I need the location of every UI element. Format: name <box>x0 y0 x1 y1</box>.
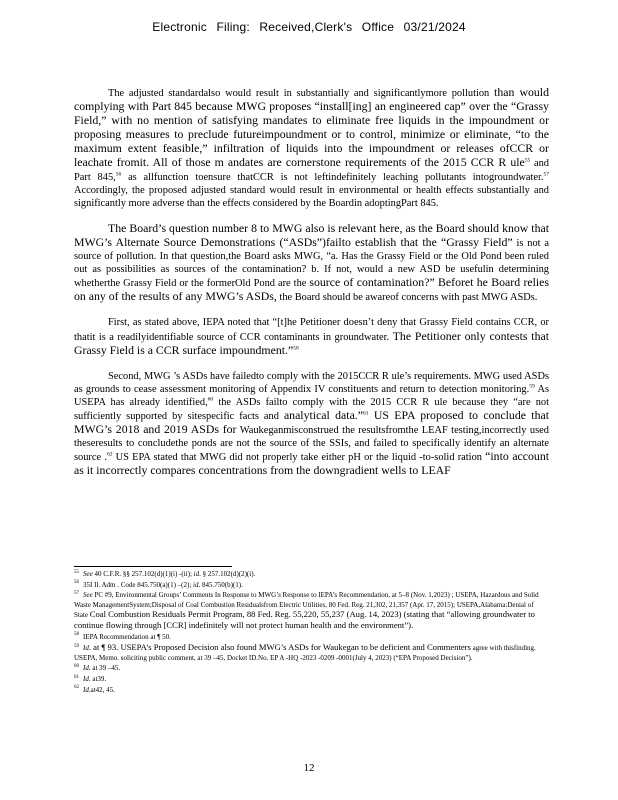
text-run: is not a source of pollution. In that question,the Board asks MWG, “a. Has the Grassy Field or the Old Pond been ruled out as possibilities as sources of the contamination? b. If not, would a new ASD be usefulin determining whetherthe Grassy Field or the formerOld Pond are the <box>74 237 549 290</box>
footnote-ref[interactable]: 58 <box>293 345 299 352</box>
text-run: Second, MWG ’s ASDs have failedto comply with the 2015CCR R ule’s requirements. MWG used ASDs as grounds to cease assessment monitoring of Appendix IV constituents and return to detection monitoring. <box>74 370 549 395</box>
paragraph-board-question <box>74 222 549 305</box>
text-run: Waukeganmisconstrued the resultsfromthe LEAF testing,incorrectly used theseresults to concludethe ponds are not the source of the SSIs, and failed to specifically identify an alternate source . <box>74 425 549 464</box>
footnote-text: PC #9, Environmental Groups’ Comments In Response to MWG’s Response to IEPA’s Recommendation, at 5–8 (Nov. 1,2023) ; USEPA, Hazardous and Solid Waste ManagementSystem;Disposal of Coal Combustion Residualsfrom Electric Utilities, 80 Fed. Reg. 21,302, 21,357 (Apr. 17, 2015); USEPA,Alabama:Denial of State <box>74 591 539 620</box>
footnote-text: USEPA’s Proposed Decision also found MWG’s ASDs for Waukegan to be deficient and Commenters <box>120 642 471 653</box>
text-run: The Board’s question number 8 to MWG also is relevant here, as the Board should know that MWG’s Alternate Source Demonstrations (“ASDs”)failto establish that the “Grassy Field” <box>74 220 549 249</box>
text-run: The adjusted standardalso would result in substantially and significantlymore pollution <box>108 88 490 99</box>
footnote-text: 40 C.F.R. §§ 257.102(d)(1)(i) -(ii); <box>92 570 194 578</box>
text-run: The Petitioner only contests that Grassy Field is a CCR surface impoundment.” <box>74 328 549 357</box>
signal-id: Id <box>83 685 89 694</box>
text-run: the ASDs failto comply with the 2015 CCR R ule because they “are not sufficiently supported by sitespecific facts and <box>74 396 549 422</box>
footnote-number: 61 <box>74 674 79 680</box>
text-run: US EPA stated that MWG did not properly take either pH or the liquid -to-solid ration <box>112 452 486 464</box>
electronic-filing-header: Electronic Filing: Received,Clerk's Office 03/21/2024 <box>152 20 466 34</box>
footnote-ref[interactable]: 62 <box>106 451 113 458</box>
signal-id: Id <box>83 644 89 653</box>
footnote-number: 60 <box>74 664 79 670</box>
footnote-text: Coal Combustion Residuals Permit Program, 88 Fed. Reg. 55,220, 55,237 (Aug. 14, 2023) (stating that “allowing groundwater to continue flowing through [CCR] indefinitely will not protect human health and the environment”). <box>74 609 535 630</box>
footnote-58 <box>74 633 549 643</box>
footnote-text: IEPA Recommendation at ¶ 50. <box>83 632 171 641</box>
text-run: US EPA proposed to conclude that MWG’s 2018 and 2019 ASDs for <box>74 407 550 437</box>
footnote-number: 55 <box>74 569 79 575</box>
text-run: First, as stated above, IEPA noted that “[t]he Petitioner doesn’t deny that Grassy Field contains CCR, or thatit is a readilyidentifiable source of CCR contaminants in groundwater. <box>74 317 549 343</box>
footnote-number: 59 <box>74 643 79 649</box>
footnote-56 <box>74 581 549 591</box>
signal-see: See <box>83 570 93 578</box>
signal-id: Id <box>83 664 89 673</box>
paragraph-adjusted-standard <box>74 86 549 210</box>
footnote-57 <box>74 591 549 631</box>
text-run: As USEPA has already identified, <box>74 383 549 408</box>
footnote-text: . § 257.102(d)(2)(i). <box>199 570 256 578</box>
signal-id: id <box>193 580 199 589</box>
body-text <box>74 86 549 490</box>
text-run: analytical data.” <box>283 407 363 422</box>
footnote-59 <box>74 643 549 663</box>
footnote-ref[interactable]: 60 <box>207 396 214 403</box>
footnote-61 <box>74 675 549 685</box>
paragraph-first <box>74 316 549 357</box>
footnote-number: 57 <box>74 590 79 596</box>
footnote-number: 62 <box>74 685 79 691</box>
signal-id: Id <box>83 674 89 683</box>
signal-see: See <box>83 591 93 600</box>
footnote-text: . at39. <box>88 674 107 683</box>
footnote-ref[interactable]: 59 <box>529 383 535 390</box>
footnote-number: 58 <box>74 632 79 638</box>
footnote-text: .at42, 45. <box>88 685 115 694</box>
footnote-ref[interactable]: 55 <box>524 158 531 164</box>
signal-id: id <box>193 570 200 578</box>
text-run: Accordingly, the proposed adjusted standard would result in environmental or health effects substantially and significantly more adverse than the effects considered by the Boardin adoptingPart 845. <box>74 184 549 209</box>
text-run: source of contamination?” Beforet he Board relies on any of the results of any MWG’s ASDs, <box>74 275 549 304</box>
footnote-55 <box>74 570 549 580</box>
text-run: as allfunction toensure thatCCR is not leftindefinitely leaching pollutants intogroundwater. <box>121 171 544 183</box>
footnote-text: . at ¶ 93. <box>88 642 121 653</box>
footnote-ref[interactable]: 56 <box>115 171 122 178</box>
footnote-text: 35I Il. Adm . Code 845.750(a)(1) –(2); <box>83 580 194 589</box>
footnote-ref[interactable]: 57 <box>543 171 549 178</box>
footnote-text: . at 39 –45. <box>88 664 121 673</box>
page-number: 12 <box>303 762 315 774</box>
footnote-60 <box>74 664 549 674</box>
text-run: and Part 845, <box>74 158 549 183</box>
footnote-number: 56 <box>74 580 79 586</box>
footnote-text: agree with thisfinding. USEPA, Memo. soliciting public comment, at 39 –45, Docket ID.No. EP A -HQ -2023 -0209 -0001(July 4, 2023) (“EPA Proposed Decision”). <box>74 644 536 662</box>
footnotes <box>74 570 549 696</box>
footnote-ref[interactable]: 61 <box>363 410 369 417</box>
paragraph-second <box>74 370 549 479</box>
footnote-62 <box>74 686 549 696</box>
text-run: the Board should be awareof concerns with past MWG ASDs. <box>276 292 538 304</box>
footnote-text: . 845.750(b)(1). <box>198 580 243 589</box>
text-run: “into account as it incorrectly compares concentrations from the downgradient wells to LEAF <box>74 449 549 478</box>
text-run: than would complying with Part 845 because MWG proposes “install[ing] an engineered cap” over the “Grassy Field,” with no mention of satisfying mandates to eliminate free liquids in the impoundment or proposing measures to preclude futureimpoundment or to control, minimize or eliminate, “to the maximum extent feasible,” infiltration of liquids into the impoundment or releases ofCCR or leachate fromit. All of those m andates are cornerstone requirements of the 2015 CCR R ule <box>74 85 549 170</box>
footnote-separator <box>74 566 232 567</box>
